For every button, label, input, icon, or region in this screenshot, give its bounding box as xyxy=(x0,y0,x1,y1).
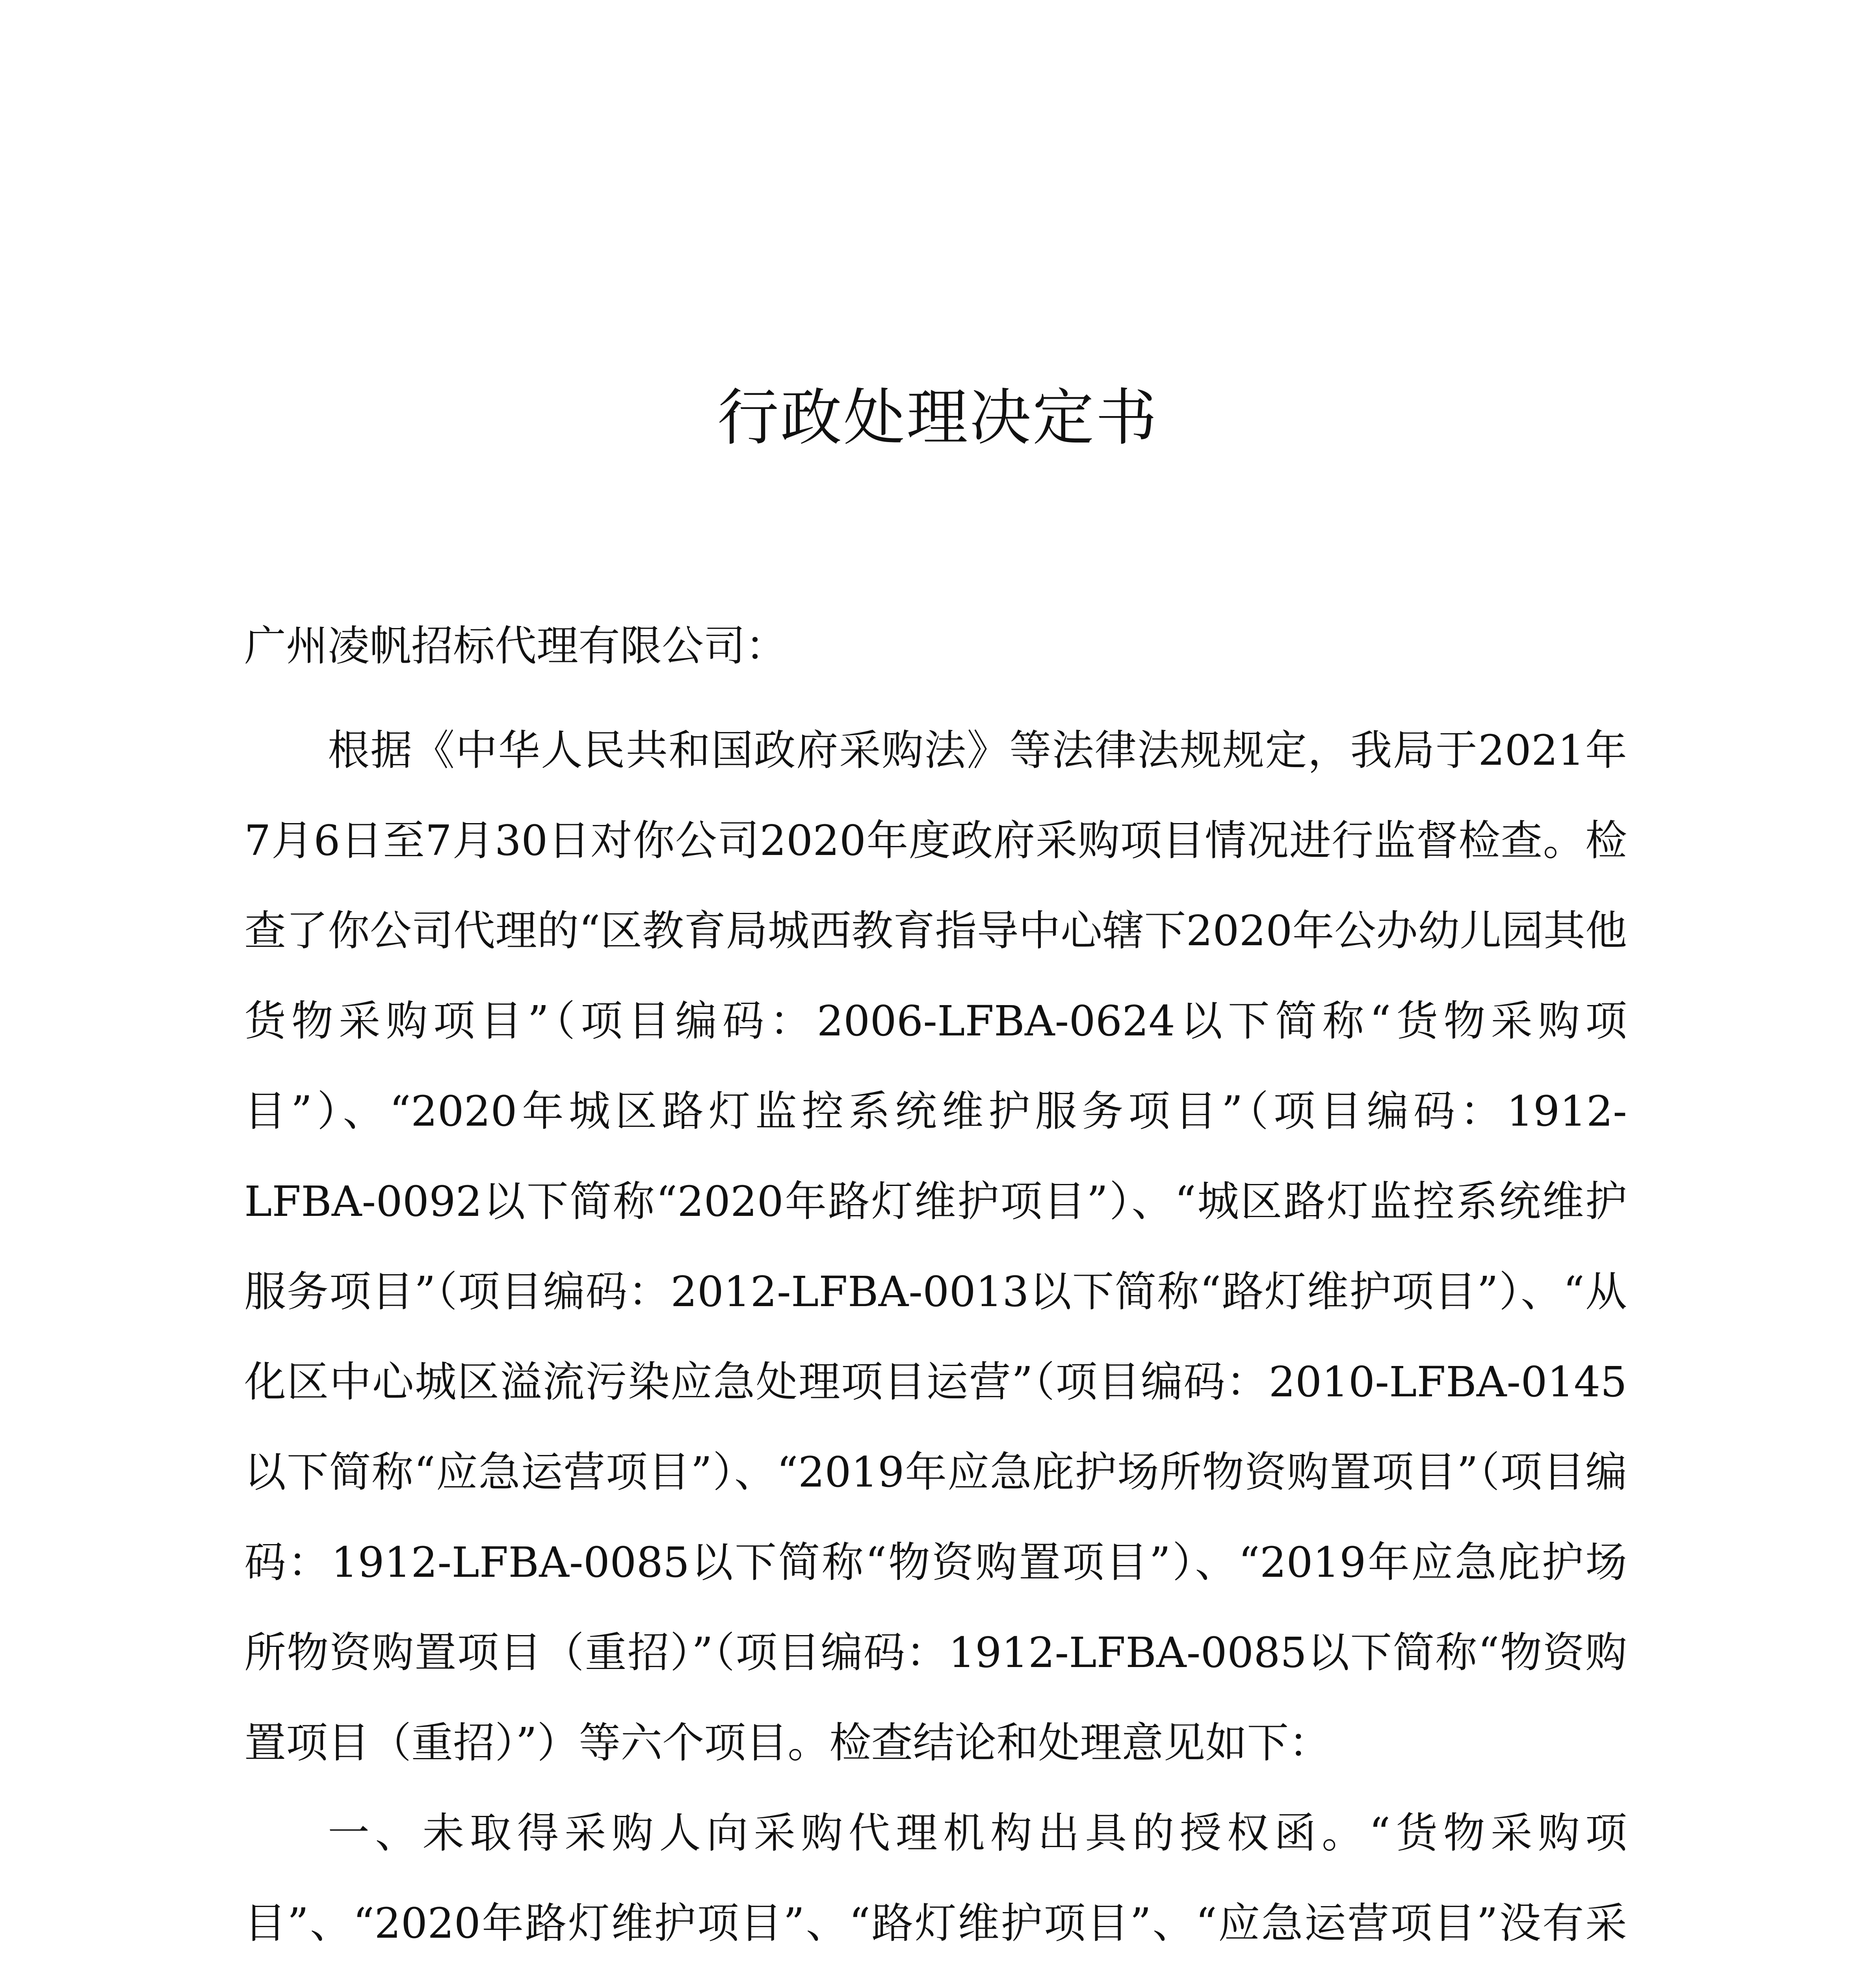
paragraph-finding-one: 一、未取得采购人向采购代理机构出具的授权函。“货物采购项目”、“2020年路灯维护项目”、“路灯维护项目”、“应急运营项目”没有采 xyxy=(244,1809,1627,1948)
document-body xyxy=(244,705,1627,1970)
document-title: 行政处理决定书 xyxy=(717,382,1159,453)
salutation: 广州凌帆招标代理有限公司： xyxy=(244,622,787,670)
paragraph-inspection-scope: 根据《中华人民共和国政府采购法》等法律法规规定，我局于2021年7月6日至7月30日对你公司2020年度政府采购项目情况进行监督检查。检查了你公司代理的“区教育局城西教育指导中心辖下2020年公办幼儿园其他货物采购项目”（项目编码：2006-LFBA-0624以下简称“货物采购项目”）、“2020年城区路灯监控系统维护服务项目”（项目编码：1912-LFBA-0092以下简称“2020年路灯维护项目”）、“城区路灯监控系统维护服务项目”（项目编码：2012-LFBA-0013以下简称“路灯维护项目”）、“从化区中心城区溢流污染应急处理项目运营”（项目编码：2010-LFBA-0145以下简称“应急运营项目”）、“2019年应急庇护场所物资购置项目”（项目编码：1912-LFBA-0085以下简称“物资购置项目”）、“2019年应急庇护场所物资购置项目（重招）”（项目编码：1912-LFBA-0085以下简称“物资购置项目（重招）”）等六个项目。检查结论和处理意见如下： xyxy=(244,726,1627,1767)
